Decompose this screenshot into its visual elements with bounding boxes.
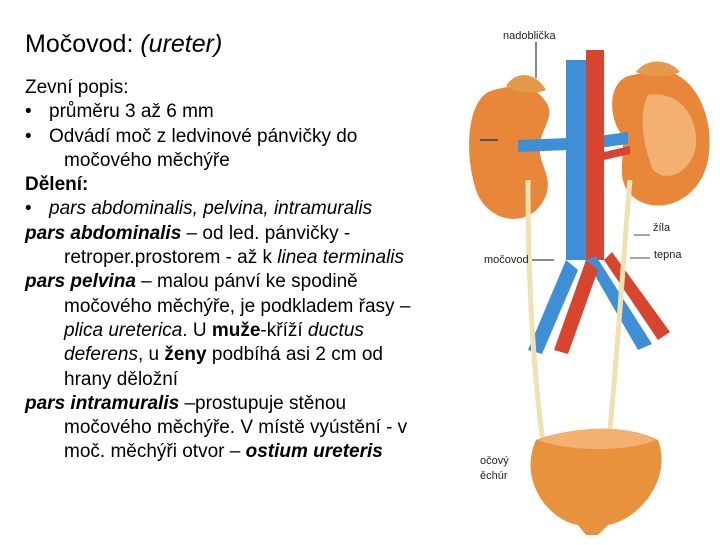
pars-pelvina-line [25,270,495,294]
heading-zevni-popis: Zevní popis: [25,77,129,98]
pel-line3 [25,319,495,343]
bullet-function-text-cont: močového měchýře [64,149,230,171]
label-mocovy: očový [480,455,509,467]
intra-text3: moč. měchýři otvor – [64,441,246,463]
term-pars-abdominalis: pars abdominalis [25,222,182,244]
aorta [586,50,604,260]
label-mechur: ěchúr [480,470,508,482]
term-ostium-ureteris: ostium ureteris [245,441,383,463]
label-nadoblicka: nadoblička [503,30,556,42]
abd-text2: retroper.prostorem - až k [64,247,278,269]
label-tepna: tepna [654,249,682,261]
left-ureter [528,180,544,450]
renal-vein-left [518,138,568,152]
bullet-diameter [25,100,495,124]
kidney-anatomy-figure [458,20,720,540]
pel-text3: . U [182,319,212,341]
bullet-function-text: Odvádí moč z ledvinové pánvičky do [49,125,358,147]
term-pars-pelvina: pars pelvina [25,271,136,293]
label-mocovod: močovod [484,254,529,266]
page-title [25,30,222,59]
slide-content [25,76,495,465]
pel-zeny: ženy [164,344,207,366]
term-plica-ureterica: plica ureterica [64,319,183,341]
title-latin: (ureter) [140,30,223,58]
vena-cava [566,60,586,260]
pars-abdominalis-line [25,222,495,246]
title-main: Močovod: [25,30,141,58]
bullet-function [25,125,495,149]
bullet-parts [25,197,495,221]
intra-line3 [25,440,495,464]
bullet-marker: • [25,125,32,147]
intra-text: –prostupuje stěnou [179,392,347,414]
pars-intramuralis-line [25,392,495,416]
pel-text7: hrany děložní [64,368,179,390]
bullet-marker: • [25,101,32,123]
bullet-marker: • [25,198,32,220]
term-pars-intramuralis: pars intramuralis [25,392,180,414]
pars-abdominalis-cont [25,246,495,270]
term-linea-terminalis: linea terminalis [277,247,405,269]
term-deferens: deferens [64,344,138,366]
pel-text6: podbíhá asi 2 cm od [206,344,383,366]
abd-text: – od led. pánvičky - [181,222,351,244]
heading-deleni [25,173,495,197]
right-adrenal [636,62,680,77]
pel-muze: muže [211,319,261,341]
term-ductus: ductus [307,319,364,341]
pel-text2: močového měchýře, je podkladem řasy – [64,295,411,317]
pel-line4 [25,343,495,367]
deleni-heading-text: Dělení: [25,174,89,196]
pel-text4: -kříží [260,319,308,341]
label-zila: žíla [653,222,671,234]
intra-text2: močového měchýře. V místě vyústění - v [64,417,408,439]
bullet-parts-text: pars abdominalis, pelvina, intramuralis [49,198,373,220]
bullet-diameter-text: průměru 3 až 6 mm [49,101,214,123]
pel-text5: , u [137,344,165,366]
pel-text: – malou pánví ke spodině [135,271,358,293]
